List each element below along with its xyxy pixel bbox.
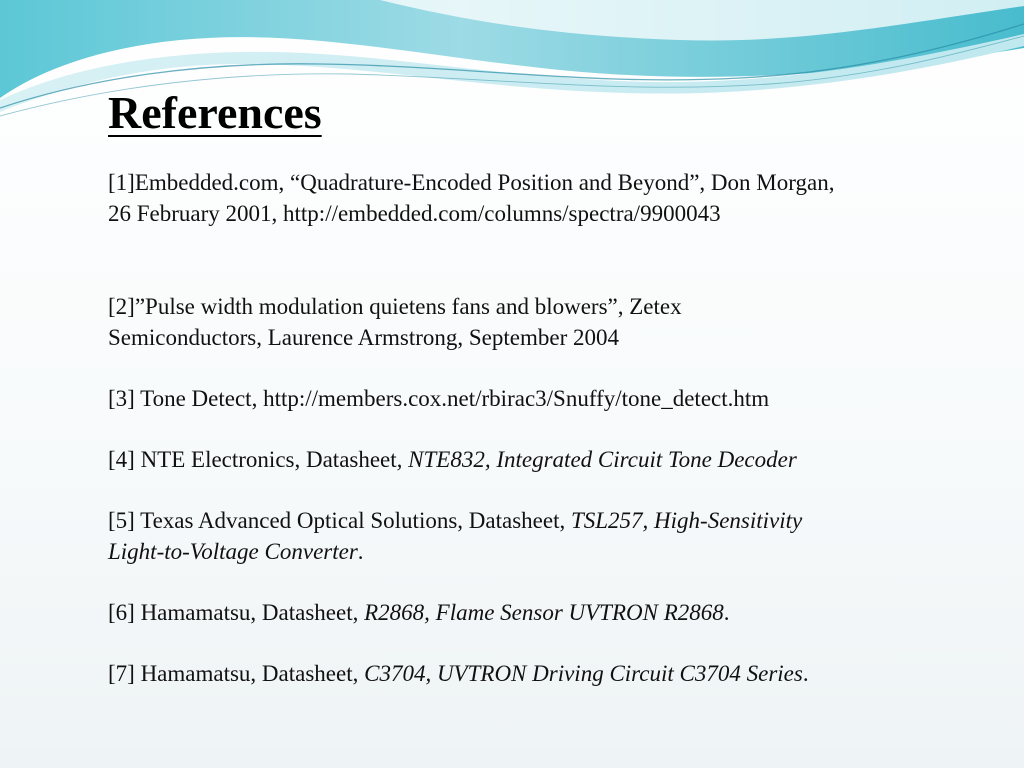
reference-7-prefix: [7] Hamamatsu, Datasheet, (108, 660, 365, 686)
reference-5-title-line-2: Light-to-Voltage Converter (108, 538, 358, 564)
slide-content (108, 88, 978, 719)
reference-7-suffix: . (802, 660, 809, 686)
reference-item-4 (108, 444, 978, 475)
reference-item-1 (108, 167, 978, 229)
reference-3-text: [3] Tone Detect, http://members.cox.net/rbirac3/Snuffy/tone_detect.htm (108, 385, 770, 411)
reference-4-prefix: [4] NTE Electronics, Datasheet (108, 446, 397, 472)
reference-5-suffix: . (357, 538, 364, 564)
reference-5-title-line-1: TSL257, High-Sensitivity (570, 507, 803, 533)
reference-6-suffix: . (723, 599, 730, 625)
reference-item-7 (108, 658, 978, 689)
reference-4-title: , NTE832, Integrated Circuit Tone Decoder (396, 446, 797, 472)
reference-item-2 (108, 291, 978, 353)
reference-item-5 (108, 505, 978, 567)
reference-7-title: C3704, UVTRON Driving Circuit C3704 Series (364, 660, 803, 686)
reference-item-6 (108, 597, 978, 628)
reference-2-line-2: Semiconductors, Laurence Armstrong, September 2004 (108, 324, 619, 350)
reference-1-line-1: [1]Embedded.com, “Quadrature-Encoded Position and Beyond”, Don Morgan, (108, 169, 835, 195)
reference-item-3 (108, 383, 978, 414)
reference-6-title: R2868, Flame Sensor UVTRON R2868 (364, 599, 724, 625)
reference-5-prefix: [5] Texas Advanced Optical Solutions, Datasheet, (108, 507, 571, 533)
reference-2-line-1: [2]”Pulse width modulation quietens fans and blowers”, Zetex (108, 293, 682, 319)
slide-title: References (108, 87, 322, 138)
reference-list (108, 167, 978, 689)
reference-1-line-2: 26 February 2001, http://embedded.com/columns/spectra/9900043 (108, 200, 721, 226)
reference-6-prefix: [6] Hamamatsu, Datasheet, (108, 599, 365, 625)
